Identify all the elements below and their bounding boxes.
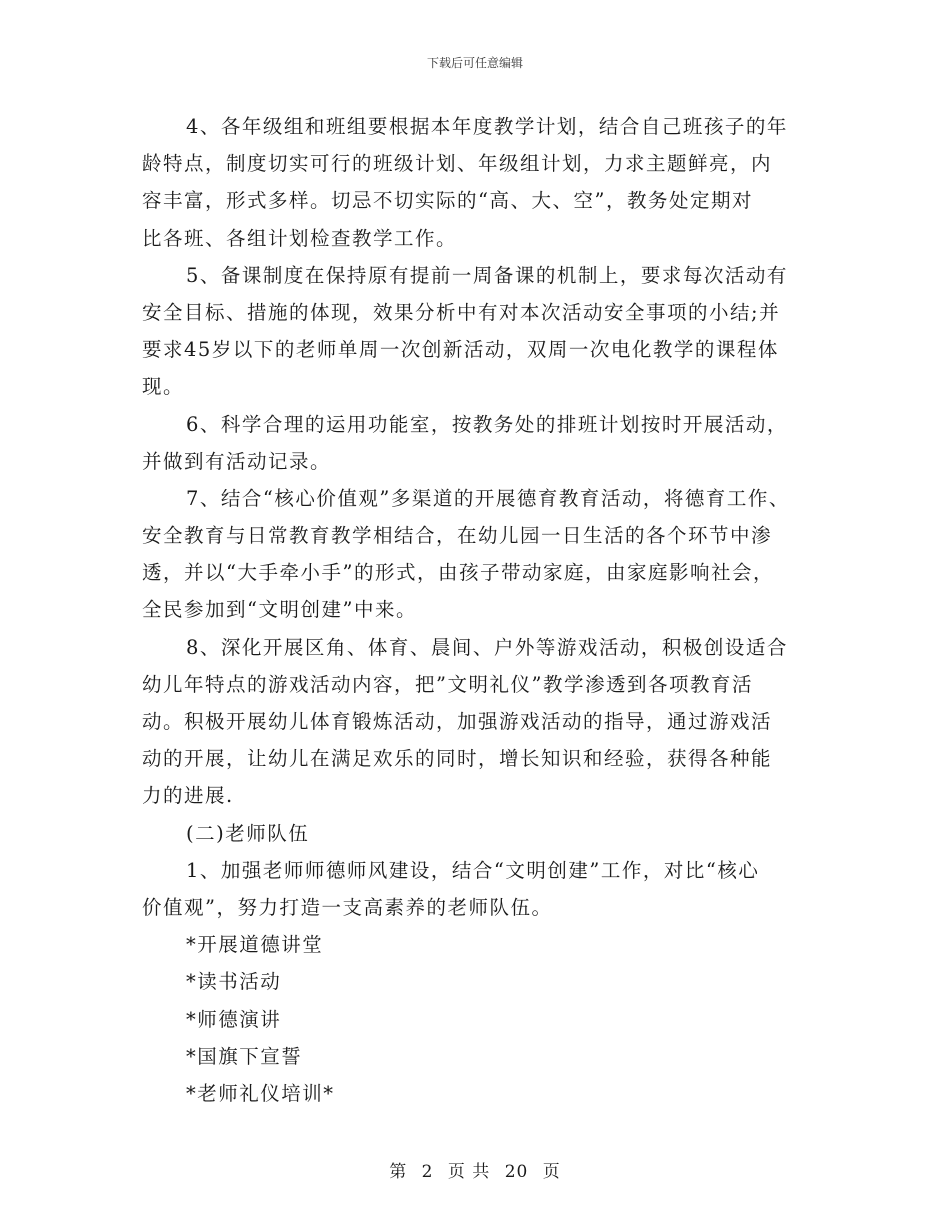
text-line: 全民参加到“文明创建”中来。 xyxy=(142,598,417,622)
text-line: 6、科学合理的运用功能室，按教务处的排班计划按时开展活动， xyxy=(186,412,788,436)
footer-page-number: 2 xyxy=(421,1162,434,1182)
text-line: 价值观”，努力打造一支高素养的老师队伍。 xyxy=(142,895,553,919)
text-line: 透，并以“大手牵小手”的形式，由孩子带动家庭，由家庭影响社会， xyxy=(142,561,774,585)
text-line: *开展道德讲堂 xyxy=(186,933,324,957)
text-line: 并做到有活动记录。 xyxy=(142,449,332,473)
text-line: 龄特点，制度切实可行的班级计划、年级组计划，力求主题鲜亮，内 xyxy=(142,152,773,176)
text-line: 安全教育与日常教育教学相结合，在幼儿园一日生活的各个环节中渗 xyxy=(142,524,773,548)
page-footer xyxy=(0,1157,950,1182)
text-line: 8、深化开展区角、体育、晨间、户外等游戏活动，积极创设适合 xyxy=(186,635,788,659)
page-header: 下载后可任意编辑 xyxy=(426,56,523,70)
text-line: 力的进展. xyxy=(142,784,234,808)
text-line: *国旗下宣誓 xyxy=(186,1044,303,1068)
text-line: *读书活动 xyxy=(186,970,282,994)
text-line: 幼儿年特点的游戏活动内容，把”文明礼仪”教学渗透到各项教育活 xyxy=(142,672,753,696)
footer-middle: 页 共 xyxy=(447,1162,491,1182)
text-line: 5、备课制度在保持原有提前一周备课的机制上，要求每次活动有 xyxy=(186,263,788,287)
text-line: 比各班、各组计划检查教学工作。 xyxy=(142,226,458,250)
text-line: 1、加强老师师德师风建设，结合“文明创建”工作，对比“核心 xyxy=(186,858,760,882)
footer-prefix: 第 xyxy=(389,1162,408,1182)
text-line: 容丰富，形式多样。切忌不切实际的“高、大、空”，教务处定期对 xyxy=(142,189,753,213)
footer-suffix: 页 xyxy=(542,1162,561,1182)
text-line: 动的开展，让幼儿在满足欢乐的同时，增长知识和经验，获得各种能 xyxy=(142,747,773,771)
footer-total-pages: 20 xyxy=(504,1162,529,1182)
text-line: 动。积极开展幼儿体育锻炼活动，加强游戏活动的指导，通过游戏活 xyxy=(142,710,773,733)
body-text xyxy=(142,108,810,1112)
text-line: 现。 xyxy=(142,375,185,399)
text-line: 要求45岁以下的老师单周一次创新活动，双周一次电化教学的课程体 xyxy=(142,338,779,362)
text-line: *师德演讲 xyxy=(186,1007,282,1031)
text-line: 安全目标、措施的体现，效果分析中有对本次活动安全事项的小结;并 xyxy=(142,300,781,324)
text-line: 4、各年级组和班组要根据本年度教学计划，结合自己班孩子的年 xyxy=(186,115,788,138)
text-line: 7、结合“核心价值观”多渠道的开展德育教育活动，将德育工作、 xyxy=(186,486,790,510)
text-line: (二)老师队伍 xyxy=(186,821,310,845)
text-line: *老师礼仪培训* xyxy=(186,1081,335,1105)
